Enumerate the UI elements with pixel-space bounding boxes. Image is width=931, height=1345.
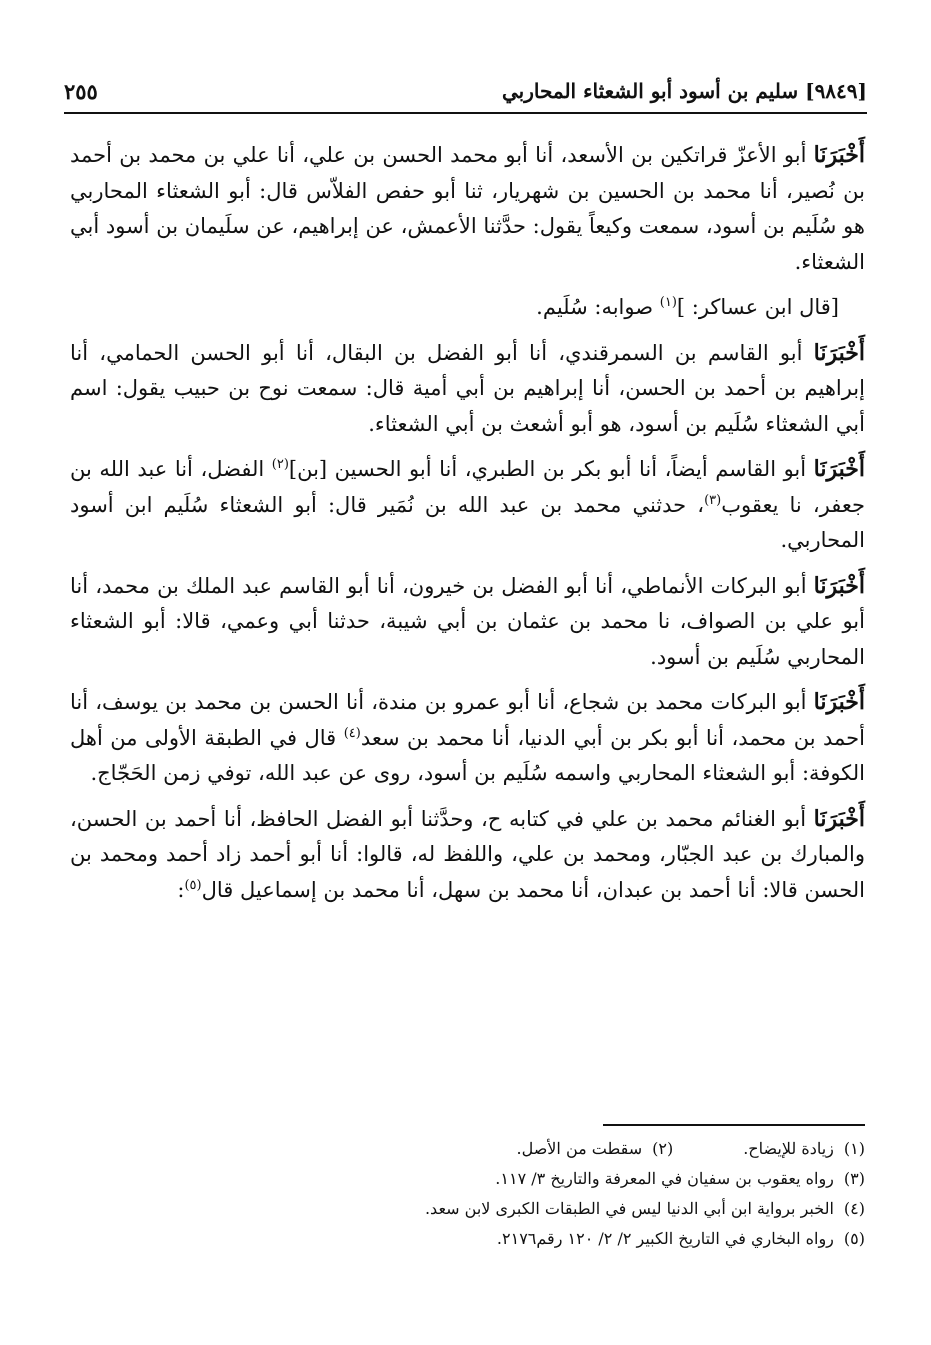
footnote-ref-5: (٥) — [184, 877, 202, 893]
footnote-ref-2: (٢) — [271, 457, 289, 472]
footnote-4 — [70, 1194, 865, 1224]
footnote-5-item — [497, 1224, 865, 1254]
akhbarana-keyword: أَخْبَرَنَا — [813, 142, 865, 168]
footnote-number: (٣) — [843, 1169, 865, 1188]
footnote-text: رواه يعقوب بن سفيان في المعرفة والتاريخ ٣/ ١١٧. — [495, 1169, 834, 1188]
paragraph-3 — [70, 336, 865, 443]
footnote-number: (١) — [843, 1139, 865, 1158]
paragraph-5 — [70, 569, 865, 676]
footnote-4-item — [425, 1194, 865, 1224]
footnote-1 — [743, 1134, 865, 1164]
footnotes — [70, 1134, 865, 1254]
footnote-text: الخبر برواية ابن أبي الدنيا ليس في الطبقات الكبرى لابن سعد. — [424, 1199, 834, 1218]
akhbarana-keyword: أَخْبَرَنَا — [813, 339, 865, 366]
akhbarana-keyword: أَخْبَرَنَا — [813, 689, 865, 715]
paragraph-text: أبو الغنائم محمد بن علي في كتابه ح، وحدَّثنا أبو الفضل الحافظ، أنا أحمد بن الحسن، والمبارك بن عبد الجبّار، ومحمد بن علي، واللفظ له، قالوا: أنا أبو أحمد زاد أحمد ومحمد بن الحسن قالا: أنا أحمد بن عبدان، أنا محمد بن سهل، أنا محمد بن إسماعيل قال — [70, 806, 865, 902]
running-title: [٩٨٤٩] سليم بن أسود أبو الشعثاء المحاربي — [502, 79, 867, 103]
paragraph-text: أبو القاسم بن السمرقندي، أنا أبو الفضل بن البقال، أنا أبو الحسن الحمامي، أنا إبراهيم بن أحمد بن الحسن، أنا إبراهيم بن أبي أمية قال: سمعت نوح بن حبيب يقول: اسم أبي الشعثاء سُلَيم بن أسود، هو أبو أشعث بن أبي الشعثاء. — [70, 340, 865, 436]
akhbarana-keyword: أَخْبَرَنَا — [813, 805, 865, 832]
paragraph-text: : — [177, 877, 185, 902]
page-header — [64, 70, 867, 114]
akhbarana-keyword: أَخْبَرَنَا — [813, 456, 865, 482]
footnote-divider — [603, 1124, 865, 1126]
paragraph-text: أبو القاسم أيضاً، أنا أبو بكر بن الطبري، أنا أبو الحسين [بن] — [288, 457, 814, 481]
footnote-ref-1: (١) — [659, 295, 677, 310]
paragraph-4 — [70, 452, 865, 559]
footnote-number: (٥) — [843, 1229, 865, 1248]
footnote-ref-4: (٤) — [343, 725, 361, 741]
footnote-number: (٢) — [652, 1139, 674, 1158]
paragraph-text: قال في الطبقة الأولى من أهل الكوفة: أبو الشعثاء المحاربي واسمه سُلَيم بن أسود، روى عن عبد الله، توفي زمن الحَجّاج. — [70, 725, 865, 785]
paragraph-1 — [70, 138, 865, 280]
paragraph-6 — [70, 685, 865, 792]
editor-note: [قال ابن عساكر: ] — [676, 295, 839, 319]
footnote-3-item — [495, 1164, 865, 1194]
paragraph-text: ، حدثني محمد بن عبد الله بن نُمَير قال: أبو الشعثاء سُلَيم ابن أسود المحاربي. — [70, 492, 865, 552]
page-number: ٢٥٥ — [64, 78, 98, 104]
paragraph-text: الفضل، أنا عبد الله بن جعفر، نا يعقوب — [70, 457, 866, 517]
footnote-text: سقطت من الأصل. — [516, 1139, 643, 1158]
paragraph-2 — [70, 290, 865, 326]
paragraph-text: أبو البركات الأنماطي، أنا أبو الفضل بن خيرون، أنا أبو القاسم عبد الملك بن محمد، أنا أبو علي بن الصواف، نا محمد بن عثمان بن أبي شيبة، حدثنا أبي وعمي، قالا: أبو الشعثاء المحاربي سُلَيم بن أسود. — [70, 573, 865, 669]
akhbarana-keyword: أَخْبَرَنَا — [813, 572, 865, 599]
footnote-2 — [517, 1134, 674, 1164]
paragraph-text: صوابه: سُلَيم. — [536, 295, 660, 319]
paragraph-7 — [70, 802, 865, 909]
footnote-3 — [70, 1164, 865, 1194]
footnote-row — [70, 1134, 865, 1164]
footnote-text: رواه البخاري في التاريخ الكبير ٢/ ٢/ ١٢٠ رقم٢١٧٦. — [496, 1229, 834, 1248]
main-text — [70, 138, 865, 918]
footnote-text: زيادة للإيضاح. — [743, 1139, 834, 1158]
paragraph-text: أبو البركات محمد بن شجاع، أنا أبو عمرو بن مندة، أنا الحسن بن محمد بن يوسف، أنا أحمد بن محمد، أنا أبو بكر بن أبي الدنيا، أنا محمد بن سعد — [70, 690, 865, 750]
footnote-number: (٤) — [843, 1199, 865, 1218]
paragraph-text: أبو الأعزّ قراتكين بن الأسعد، أنا أبو محمد الحسن بن علي، أنا علي بن محمد بن أحمد بن نُصير، أنا محمد بن الحسين بن شهريار، ثنا أبو حفص الفلاّس قال: أبو الشعثاء المحاربي هو سُلَيم بن أسود، سمعت وكيعاً يقول: حدَّثنا الأعمش، عن إبراهيم، عن سلَيمان بن أسود أبي الشعثاء. — [70, 143, 865, 274]
footnote-ref-3: (٣) — [704, 492, 722, 508]
footnote-5 — [70, 1224, 865, 1254]
